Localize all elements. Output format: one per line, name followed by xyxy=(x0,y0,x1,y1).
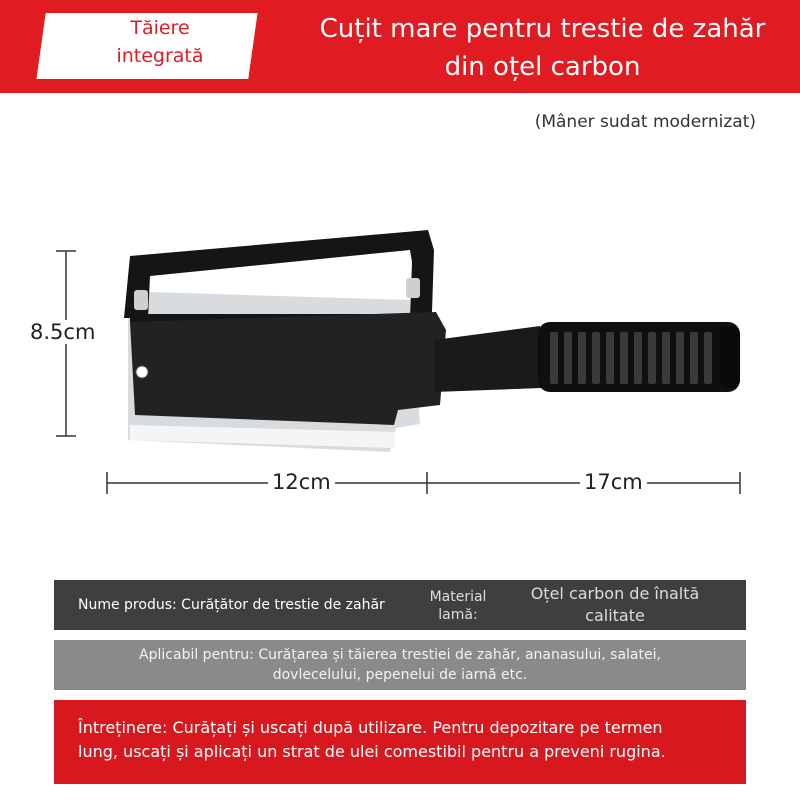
spec-row-maintenance xyxy=(54,700,746,784)
blade-length-label: 12cm xyxy=(268,470,335,494)
spec-row-name-material xyxy=(54,580,746,630)
feature-badge-label: Tăiere integrată xyxy=(116,17,204,67)
blade-sheath xyxy=(124,230,446,425)
handle-note: (Mâner sudat modernizat) xyxy=(534,112,756,132)
height-label: 8.5cm xyxy=(26,320,99,344)
product-name-text: Nume produs: Curățător de trestie de zahăr xyxy=(78,597,385,613)
spec-row-applicable xyxy=(54,640,746,690)
applicable-text: Aplicabil pentru: Curățarea și tăierea trestiei de zahăr, ananasului, salatei, dovlecelului, pepenelui de iarnă etc. xyxy=(139,647,661,683)
material-label: Material lamă: xyxy=(429,589,487,623)
material-value: Oțel carbon de înaltă calitate xyxy=(530,584,700,625)
product-title: Cuțit mare pentru trestie de zahăr din oțel carbon xyxy=(319,14,766,82)
maintenance-text: Întreținere: Curățați și uscați după utilizare. Pentru depozitare pe termen lung, uscați și aplicați un strat de ulei comestibil pentru a preveni rugina. xyxy=(78,718,666,761)
handle-length-label: 17cm xyxy=(580,470,647,494)
knife-handle xyxy=(434,322,740,392)
